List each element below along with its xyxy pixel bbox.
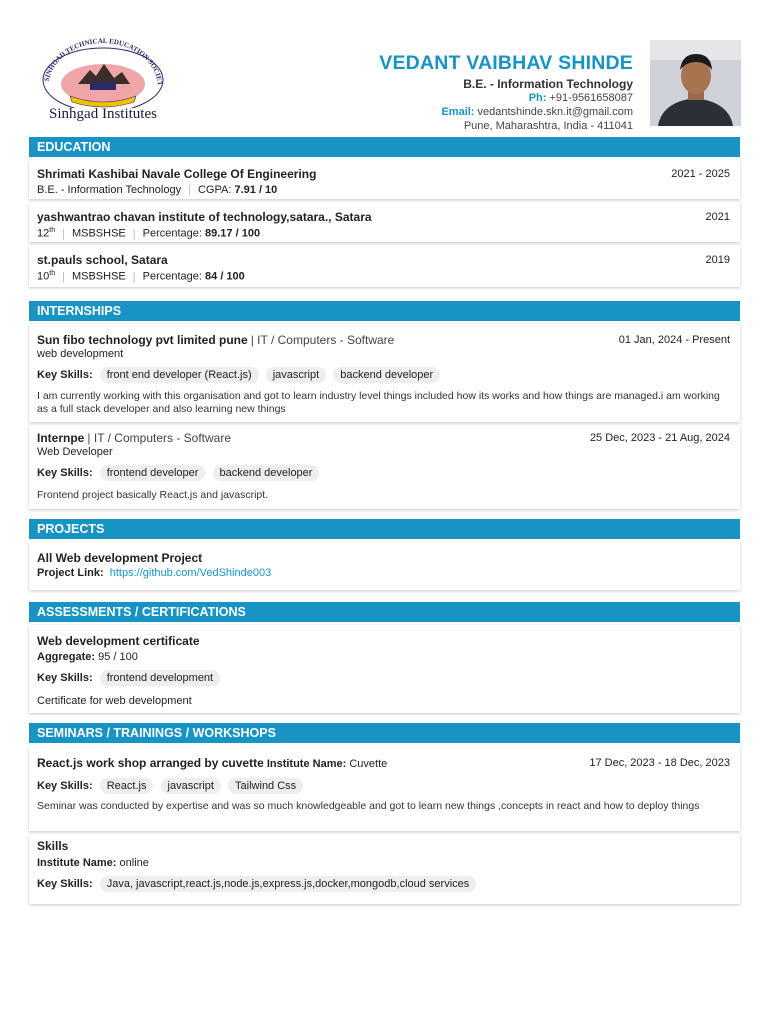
- education-details: [37, 270, 245, 283]
- key-skills-label: Key Skills:: [37, 467, 93, 479]
- internship-item: [29, 425, 740, 509]
- score-label: CGPA:: [197, 184, 232, 196]
- skill-chip: javascript: [161, 778, 221, 794]
- candidate-header: [379, 52, 633, 133]
- key-skills-label: Key Skills:: [37, 369, 93, 381]
- project-title: All Web development Project: [37, 551, 203, 565]
- score-max: / 100: [220, 270, 245, 283]
- internships-heading: INTERNSHIPS: [29, 301, 740, 321]
- internship-dates: 01 Jan, 2024 - Present: [618, 334, 730, 346]
- aggregate-label: Aggregate:: [37, 651, 96, 663]
- phone-line: [379, 92, 633, 105]
- internship-title-line: [37, 431, 231, 445]
- school-name: yashwantrao chavan institute of technology,satara., Satara: [37, 210, 372, 224]
- education-details: [37, 184, 277, 196]
- separator: |: [132, 270, 136, 283]
- education-years: 2019: [705, 254, 730, 266]
- institute-label: Institute Name:: [266, 758, 347, 770]
- separator: |: [132, 227, 136, 240]
- company-name: Internpe: [37, 431, 85, 445]
- seminar-title: React.js work shop arranged by cuvette: [37, 756, 264, 770]
- company-domain: | IT / Computers - Software: [250, 333, 395, 347]
- skill-chip: React.js: [100, 778, 154, 794]
- institute-value: online: [119, 857, 149, 869]
- svg-text:SINHGAD TECHNICAL EDUCATION SO: SINHGAD TECHNICAL EDUCATION SOCIET: [42, 36, 164, 87]
- education-item: [29, 202, 740, 242]
- internship-role: web development: [37, 348, 124, 360]
- separator: |: [62, 270, 65, 283]
- score-max: / 10: [258, 184, 278, 196]
- certification-item: [29, 625, 740, 713]
- education-details: [37, 227, 260, 240]
- email-line: [379, 106, 633, 119]
- company-domain: | IT / Computers - Software: [87, 431, 232, 445]
- seminar-dates: 17 Dec, 2023 - 18 Dec, 2023: [589, 757, 730, 769]
- separator: |: [188, 184, 191, 196]
- project-item: [29, 542, 740, 590]
- skill-chip: front end developer (React.js): [100, 367, 259, 383]
- email-value[interactable]: vedantshinde.skn.it@gmail.com: [477, 106, 633, 118]
- degree-name: B.E. - Information Technology: [37, 184, 182, 196]
- project-link-line: [37, 567, 271, 579]
- key-skills-line: [37, 670, 220, 686]
- project-link[interactable]: https://github.com/VedShinde003: [109, 567, 272, 579]
- key-skills-line: [37, 778, 303, 794]
- location: Pune, Maharashtra, India - 411041: [463, 120, 633, 132]
- class-level: 12: [37, 227, 50, 240]
- phone-label: Ph:: [528, 92, 547, 104]
- score-label: Percentage:: [142, 227, 202, 240]
- class-level-suffix: th: [49, 227, 56, 234]
- key-skills-label: Key Skills:: [37, 672, 93, 684]
- separator: |: [62, 227, 65, 240]
- skill-chip: backend developer: [333, 367, 440, 383]
- class-level: 10: [37, 270, 50, 283]
- key-skills-label: Key Skills:: [37, 780, 93, 792]
- profile-photo: [650, 40, 741, 126]
- aggregate-line: [37, 651, 138, 663]
- institute-line: [37, 857, 149, 869]
- skill-chip: frontend developer: [100, 465, 206, 481]
- score-value: 7.91: [234, 184, 256, 196]
- skill-chip: backend developer: [213, 465, 320, 481]
- internship-title-line: [37, 333, 394, 347]
- internship-item: [29, 324, 740, 422]
- education-heading: EDUCATION: [29, 137, 740, 157]
- education-item: [29, 159, 740, 199]
- phone-value: +91-9561658087: [549, 92, 633, 104]
- school-name: st.pauls school, Satara: [37, 253, 168, 267]
- skill-chip: Java, javascript,react.js,node.js,express.js,docker,mongodb,cloud services: [100, 876, 477, 892]
- score-label: Percentage:: [142, 270, 202, 283]
- key-skills-line: [37, 876, 476, 892]
- skill-chip: javascript: [266, 367, 326, 383]
- candidate-name: VEDANT VAIBHAV SHINDE: [379, 52, 633, 74]
- project-link-label: Project Link:: [37, 567, 104, 579]
- score-value: 84: [205, 270, 218, 283]
- internship-description: Frontend project basically React.js and javascript.: [37, 489, 269, 501]
- education-item: [29, 245, 740, 287]
- email-label: Email:: [441, 106, 475, 118]
- seminar-title: Skills: [37, 839, 69, 853]
- seminar-description: Seminar was conducted by expertise and was so much knowledgeable and got to learn new things ,concepts in react and how to deploy things: [37, 800, 700, 812]
- seminars-heading: SEMINARS / TRAININGS / WORKSHOPS: [29, 723, 740, 743]
- aggregate-value: 95 / 100: [98, 651, 138, 663]
- seminar-title-line: [37, 756, 387, 770]
- score-value: 89.17: [205, 227, 233, 240]
- internship-role: Web Developer: [37, 446, 113, 458]
- institute-value: Cuvette: [349, 758, 388, 770]
- institute-label: Institute Name:: [37, 857, 117, 869]
- seminar-item: [29, 834, 740, 904]
- internship-description: I am currently working with this organisation and got to learn industry level things included how its works and how things are managed.i am working as a full stack developer and also learning new things: [37, 390, 720, 415]
- board-name: MSBSHSE: [71, 270, 126, 283]
- key-skills-line: [37, 367, 440, 383]
- internship-dates: 25 Dec, 2023 - 21 Aug, 2024: [589, 432, 730, 444]
- seminar-item: [29, 746, 740, 831]
- key-skills-line: [37, 465, 319, 481]
- certification-title: Web development certificate: [37, 634, 200, 648]
- education-years: 2021: [705, 211, 730, 223]
- projects-heading: PROJECTS: [29, 519, 740, 539]
- class-level-suffix: th: [49, 270, 56, 277]
- company-name: Sun fibo technology pvt limited pune: [37, 333, 248, 347]
- skill-chip: Tailwind Css: [228, 778, 303, 794]
- score-max: / 100: [235, 227, 261, 240]
- skill-chip: frontend development: [100, 670, 220, 686]
- key-skills-label: Key Skills:: [37, 878, 93, 890]
- certification-description: Certificate for web development: [37, 695, 192, 707]
- institute-name: Sinhgad Institutes: [49, 106, 157, 122]
- board-name: MSBSHSE: [71, 227, 126, 240]
- certifications-heading: ASSESSMENTS / CERTIFICATIONS: [29, 602, 740, 622]
- school-name: Shrimati Kashibai Navale College Of Engineering: [37, 167, 317, 181]
- candidate-degree: B.E. - Information Technology: [463, 77, 633, 91]
- education-years: 2021 - 2025: [671, 168, 730, 180]
